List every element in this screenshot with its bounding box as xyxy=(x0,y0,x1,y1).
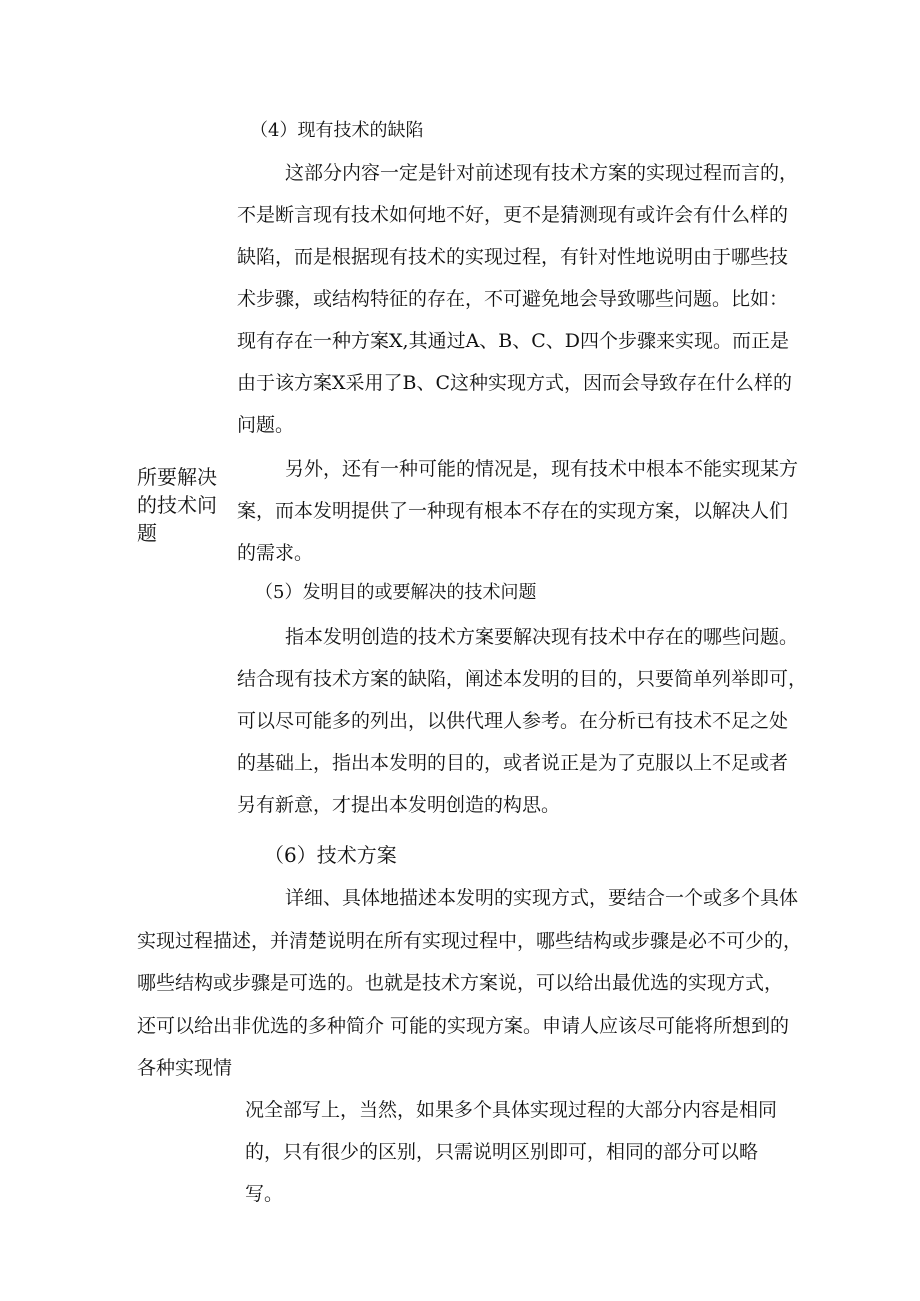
paragraph-line: 各种实现情 xyxy=(137,1057,233,1079)
paragraph-line: 由于该方案X采用了B、C这种实现方式，因而会导致存在什么样的 xyxy=(237,372,793,394)
side-label-line: 的技术问 xyxy=(137,493,217,517)
section-4-heading: （4）现有技术的缺陷 xyxy=(250,120,424,141)
paragraph-line: 详细、具体地描述本发明的实现方式，要结合一个或多个具体 xyxy=(285,887,799,909)
paragraph-line: 指本发明创造的技术方案要解决现有技术中存在的哪些问题。 xyxy=(285,626,799,648)
paragraph-line: 哪些结构或步骤是可选的。也就是技术方案说，可以给出最优选的实现方式， xyxy=(137,972,784,994)
paragraph-line: 可以尽可能多的列出，以供代理人参考。在分析已有技术不足之处 xyxy=(237,710,789,732)
paragraph-line: 的基础上，指出本发明的目的，或者说正是为了克服以上不足或者 xyxy=(237,752,789,774)
paragraph-line: 写。 xyxy=(245,1183,284,1205)
paragraph-line: 的需求。 xyxy=(237,542,314,564)
paragraph-line: 况全部写上，当然，如果多个具体实现过程的大部分内容是相同 xyxy=(245,1099,778,1121)
section-5-heading: （5）发明目的或要解决的技术问题 xyxy=(255,582,537,603)
paragraph-line: 术步骤，或结构特征的存在，不可避免地会导致哪些问题。比如： xyxy=(237,288,789,310)
paragraph-line: 另外，还有一种可能的情况是，现有技术中根本不能实现某方 xyxy=(285,458,799,480)
paragraph-line: 不是断言现有技术如何地不好，更不是猜测现有或许会有什么样的 xyxy=(237,204,789,226)
paragraph-line: 现有存在一种方案X,其通过A、B、C、D四个步骤来实现。而正是 xyxy=(237,330,790,352)
paragraph-line: 结合现有技术方案的缺陷，阐述本发明的目的，只要简单列举即可， xyxy=(237,668,808,690)
paragraph-line: 还可以给出非优选的多种简介 可能的实现方案。申请人应该尽可能将所想到的 xyxy=(137,1015,790,1037)
section-6-heading: （6）技术方案 xyxy=(264,843,397,867)
paragraph-line: 缺陷，而是根据现有技术的实现过程，有针对性地说明由于哪些技 xyxy=(237,246,789,268)
paragraph-line: 实现过程描述，并清楚说明在所有实现过程中，哪些结构或步骤是必不可少的， xyxy=(137,930,803,952)
side-label xyxy=(137,463,229,547)
side-label-line: 所要解决 xyxy=(137,465,217,489)
paragraph-line: 问题。 xyxy=(237,414,295,436)
paragraph-line: 案，而本发明提供了一种现有根本不存在的实现方案，以解决人们 xyxy=(237,500,789,522)
paragraph-line: 的，只有很少的区别，只需说明区别即可，相同的部分可以略 xyxy=(245,1141,759,1163)
paragraph-line: 这部分内容一定是针对前述现有技术方案的实现过程而言的， xyxy=(285,162,799,184)
side-label-line: 题 xyxy=(137,521,157,545)
paragraph-line: 另有新意，才提出本发明创造的构思。 xyxy=(237,794,561,816)
